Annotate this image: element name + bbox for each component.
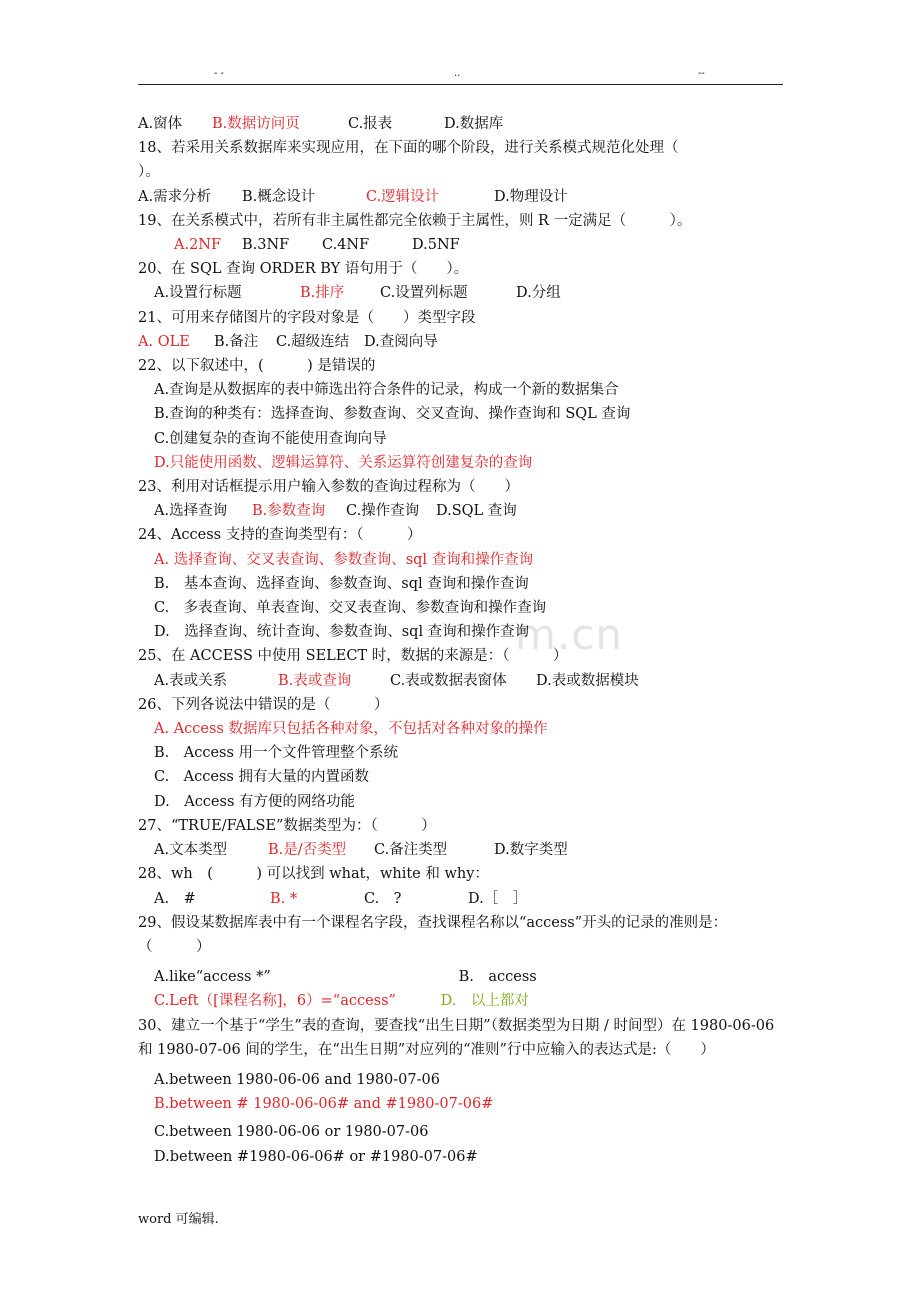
line-text: 24、Access 支持的查询类型有：（ ） <box>138 527 422 544</box>
option-text: A.窗体 <box>138 116 183 132</box>
text-line <box>138 572 783 596</box>
option-text: C.表或数据表窗体 <box>390 672 507 689</box>
question-29-option-d: D. 以上都对 <box>440 993 529 1010</box>
option-text: B.数据访问页 <box>212 116 300 132</box>
text-line <box>138 717 783 741</box>
option-text: A.需求分析 <box>138 188 212 205</box>
option-text: C.设置列标题 <box>380 285 468 302</box>
option-text: B.参数查询 <box>252 503 326 520</box>
option-text: D.表或数据模块 <box>536 672 639 689</box>
line-text: 28、wh ( ) 可以找到 what，white 和 why： <box>138 866 489 883</box>
option-text: D.SQL 查询 <box>436 503 517 520</box>
option-text: A.文本类型 <box>154 842 228 859</box>
text-line <box>138 741 783 765</box>
option-text: C.操作查询 <box>346 503 420 520</box>
header-center-mark: .. <box>454 68 461 79</box>
option-text: B.是/否类型 <box>268 842 347 859</box>
line-text: 22、以下叙述中，( ) 是错误的 <box>138 358 376 375</box>
text-line <box>138 644 783 668</box>
text-line <box>138 693 783 717</box>
line-text: A.查询是从数据库的表中筛选出符合条件的记录，构成一个新的数据集合 <box>154 382 619 399</box>
question-lines <box>138 112 783 911</box>
text-line <box>138 596 783 620</box>
line-text: A. 选择查询、交叉表查询、参数查询、sql 查询和操作查询 <box>154 551 534 568</box>
option-text: C.备注类型 <box>374 842 448 859</box>
text-line <box>138 814 783 838</box>
option-text: D.查阅向导 <box>364 333 438 350</box>
page-header <box>138 64 783 85</box>
line-text: C. 多表查询、单表查询、交叉表查询、参数查询和操作查询 <box>154 600 547 617</box>
question-29-option-c: C.Left（[课程名称]，6）=“access” <box>154 993 396 1010</box>
option-text: A. OLE <box>138 333 190 350</box>
option-text: B.备注 <box>214 333 259 350</box>
text-line <box>138 427 783 451</box>
option-text: A. # <box>154 890 196 907</box>
text-line <box>138 475 783 499</box>
option-text: B.3NF <box>242 237 290 254</box>
question-29-option-b: B. access <box>458 969 537 986</box>
text-line <box>138 330 783 354</box>
line-text: C.创建复杂的查询不能使用查询向导 <box>154 430 387 447</box>
question-30-text: 30、建立一个基于“学生”表的查询，要查找“出生日期”（数据类型为日期 / 时间型）在 1980-06-06 和 1980-07-06 间的学生，在“出生日期”对应列的“准则”行中应输入的表达式是:（ ） <box>138 1017 775 1058</box>
text-line <box>138 790 783 814</box>
text-line <box>138 112 783 136</box>
option-text: B.排序 <box>300 285 345 302</box>
question-29 <box>138 911 783 1014</box>
line-text: 20、在 SQL 查询 ORDER BY 语句用于（ ）。 <box>138 261 469 278</box>
option-text: D.分组 <box>516 285 561 302</box>
text-line <box>138 233 783 257</box>
line-text: 23、利用对话框提示用户输入参数的查询过程称为（ ） <box>138 479 519 496</box>
question-30-option-d: D.between #1980-06-06# or #1980-07-06# <box>154 1148 478 1165</box>
question-29-options-row-1 <box>138 965 783 989</box>
question-29-text: 29、假设某数据库表中有一个课程名字段，查找课程名称以“access”开头的记录的准则是：（ ） <box>138 914 728 955</box>
text-line <box>138 185 783 209</box>
text-line <box>138 451 783 475</box>
option-text: C.4NF <box>322 237 370 254</box>
header-left-mark: - - <box>214 68 224 79</box>
question-29-option-a: A.like“access *” <box>154 969 271 986</box>
text-line <box>138 136 783 160</box>
line-text: 27、“TRUE/FALSE”数据类型为：（ ） <box>138 817 436 834</box>
text-line <box>138 354 783 378</box>
text-line <box>138 523 783 547</box>
line-text: D. Access 有方便的网络功能 <box>154 793 356 810</box>
header-right-mark: -- <box>698 68 705 79</box>
text-line <box>138 862 783 886</box>
text-line <box>138 281 783 305</box>
question-30-option-b: B.between # 1980-06-06# and #1980-07-06# <box>154 1096 494 1113</box>
text-line <box>138 620 783 644</box>
line-text: 26、下列各说法中错误的是（ ） <box>138 696 389 713</box>
text-line <box>138 160 783 184</box>
text-line <box>138 499 783 523</box>
line-text: D. 选择查询、统计查询、参数查询、sql 查询和操作查询 <box>154 624 530 641</box>
exam-content <box>138 112 783 1169</box>
line-text: C. Access 拥有大量的内置函数 <box>154 769 369 786</box>
line-text: A. Access 数据库只包括各种对象，不包括对各种对象的操作 <box>154 721 548 738</box>
option-text: A.2NF <box>174 237 222 254</box>
question-29-options-row-2 <box>138 989 783 1013</box>
text-line <box>138 765 783 789</box>
text-line <box>138 548 783 572</box>
line-text: B. Access 用一个文件管理整个系统 <box>154 745 399 762</box>
question-30-option-a: A.between 1980-06-06 and 1980-07-06 <box>154 1071 440 1088</box>
option-text: B. * <box>270 890 298 907</box>
text-line <box>138 669 783 693</box>
option-text: D.物理设计 <box>494 188 568 205</box>
line-text: D.只能使用函数、逻辑运算符、关系运算符创建复杂的查询 <box>154 454 533 471</box>
line-text: B.查询的种类有：选择查询、参数查询、交叉查询、操作查询和 SQL 查询 <box>154 406 631 423</box>
option-text: C.报表 <box>348 116 393 132</box>
option-text: D.［ ］ <box>468 890 528 907</box>
question-30-option-c: C.between 1980-06-06 or 1980-07-06 <box>154 1124 429 1141</box>
text-line <box>138 209 783 233</box>
line-text: B. 基本查询、选择查询、参数查询、sql 查询和操作查询 <box>154 575 529 592</box>
option-text: C. ? <box>364 890 402 907</box>
line-text: 18、若采用关系数据库来实现应用，在下面的哪个阶段，进行关系模式规范化处理（ <box>138 140 679 157</box>
option-text: A.设置行标题 <box>154 285 242 302</box>
footer-note: word 可编辑. <box>138 1212 219 1227</box>
line-text: 21、可用来存储图片的字段对象是（ ）类型字段 <box>138 309 476 326</box>
line-text: ）。 <box>138 164 160 181</box>
watermark: m.cn <box>515 610 623 659</box>
line-text: 19、在关系模式中，若所有非主属性都完全依赖于主属性，则 R 一定满足（ ）。 <box>138 212 692 229</box>
text-line <box>138 257 783 281</box>
option-text: A.表或关系 <box>154 672 228 689</box>
option-text: C.逻辑设计 <box>366 188 440 205</box>
option-text: D.5NF <box>412 237 460 254</box>
text-line <box>138 402 783 426</box>
option-text: B.表或查询 <box>278 672 352 689</box>
option-text: B.概念设计 <box>242 188 316 205</box>
option-text: D.数字类型 <box>494 842 568 859</box>
option-text: D.数据库 <box>444 116 504 132</box>
option-text: A.选择查询 <box>154 503 228 520</box>
line-text: 25、在 ACCESS 中使用 SELECT 时，数据的来源是：（ ） <box>138 648 568 665</box>
option-text: C.超级连结 <box>276 333 350 350</box>
text-line <box>138 306 783 330</box>
question-30 <box>138 1014 783 1169</box>
text-line <box>138 838 783 862</box>
text-line <box>138 887 783 911</box>
text-line <box>138 378 783 402</box>
